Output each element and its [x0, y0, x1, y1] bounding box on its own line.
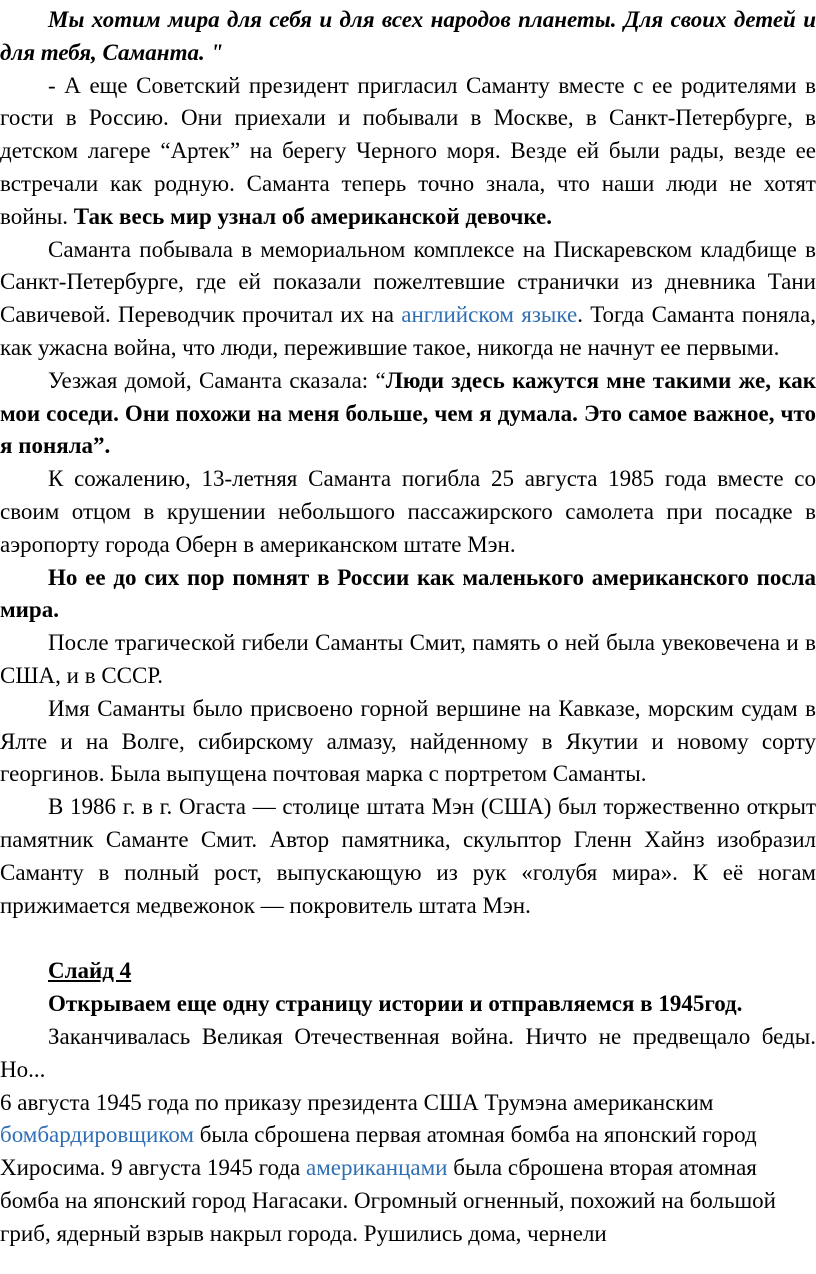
english-language-link[interactable]: английском языке	[401, 302, 578, 328]
memorial-text-start: Саманта побывала в мемориальном комплексе на Пискаревском кладбище в Санкт-Петербурге, где ей показали пожелтевшие странички из дневника Тани Савичевой. Переводчик прочитал их на	[0, 236, 816, 328]
bomber-link[interactable]: бомбардировщиком	[0, 1122, 194, 1148]
name-honors-paragraph: Имя Саманты было присвоено горной вершине на Кавказе, морским судам в Ялте и на Волге, сибирскому алмазу, найденному в Якутии и новому сорту георгинов. Была выпущена почтовая марка с портретом Саманты.	[0, 695, 816, 787]
death-paragraph: К сожалению, 13-летняя Саманта погибла 25 августа 1985 года вместе со своим отцом в крушении небольшого пассажирского самолета при посадке в аэропорту города Оберн в американском штате Мэн.	[0, 466, 816, 557]
atomic-text-a: 6 августа 1945 года по приказу президента США Трумэна американским	[0, 1089, 714, 1115]
americans-link[interactable]: американцами	[305, 1155, 448, 1181]
memorial-text-end: . Тогда Саманта поняла, как ужасна война, что люди, пережившие такое, никогда не начнут ее первыми.	[0, 302, 816, 360]
departure-quote-paragraph	[0, 365, 816, 463]
visit-bold-text: Так весь мир узнал об американской девочке.	[73, 203, 552, 229]
departure-bold-quote: Люди здесь кажутся мне такими же, как мои соседи. Они похожи на меня больше, чем я думала. Это самое важное, что я поняла”.	[0, 367, 816, 459]
atomic-text-b: была сброшена первая атомная бомба на японский город Хиросима. 9 августа 1945 года	[0, 1122, 757, 1181]
atomic-bomb-paragraph	[0, 1087, 816, 1251]
memory-paragraph: После трагической гибели Саманты Смит, память о ней была увековечена и в США, и в СССР.	[0, 630, 816, 688]
war-ending-paragraph: Заканчивалась Великая Отечественная война. Ничто не предвещало беды. Но...	[0, 1023, 816, 1082]
section-spacer	[0, 922, 816, 955]
slide-heading: Слайд 4	[48, 958, 132, 984]
memorial-paragraph	[0, 234, 816, 365]
quote-paragraph: Мы хотим мира для себя и для всех народов планеты. Для своих детей и для тебя, Саманта. "	[0, 7, 816, 65]
monument-paragraph: В 1986 г. в г. Огаста — столице штата Мэн (США) был торжественно открыт памятник Саманте Смит. Автор памятника, скульптор Гленн Хайнз изобразил Саманту в полный рост, выпускающую из рук «голубя мира». К её ногам прижимается медвежонок — покровитель штата Мэн.	[0, 794, 816, 918]
visit-paragraph	[0, 70, 816, 234]
atomic-text-c: была сброшена вторая атомная бомба на японский город Нагасаки. Огромный огненный, похожий на большой гриб, ядерный взрыв накрыл города. Рушились дома, чернели	[0, 1155, 776, 1246]
departure-text: Уезжая домой, Саманта сказала: “	[48, 367, 386, 393]
ambassador-paragraph: Но ее до сих пор помнят в России как маленького американского посла мира.	[0, 564, 816, 623]
history-intro-paragraph: Открываем еще одну страницу истории и отправляемся в 1945год.	[48, 991, 743, 1017]
visit-text: - А еще Советский президент пригласил Саманту вместе с ее родителями в гости в Россию. Они приехали и побывали в Москве, в Санкт-Петербурге, в детском лагере “Артек” на берегу Черного моря. Везде ей были рады, везде ее встречали как родную. Саманта теперь точно знала, что наши люди не хотят войны.	[0, 72, 816, 229]
